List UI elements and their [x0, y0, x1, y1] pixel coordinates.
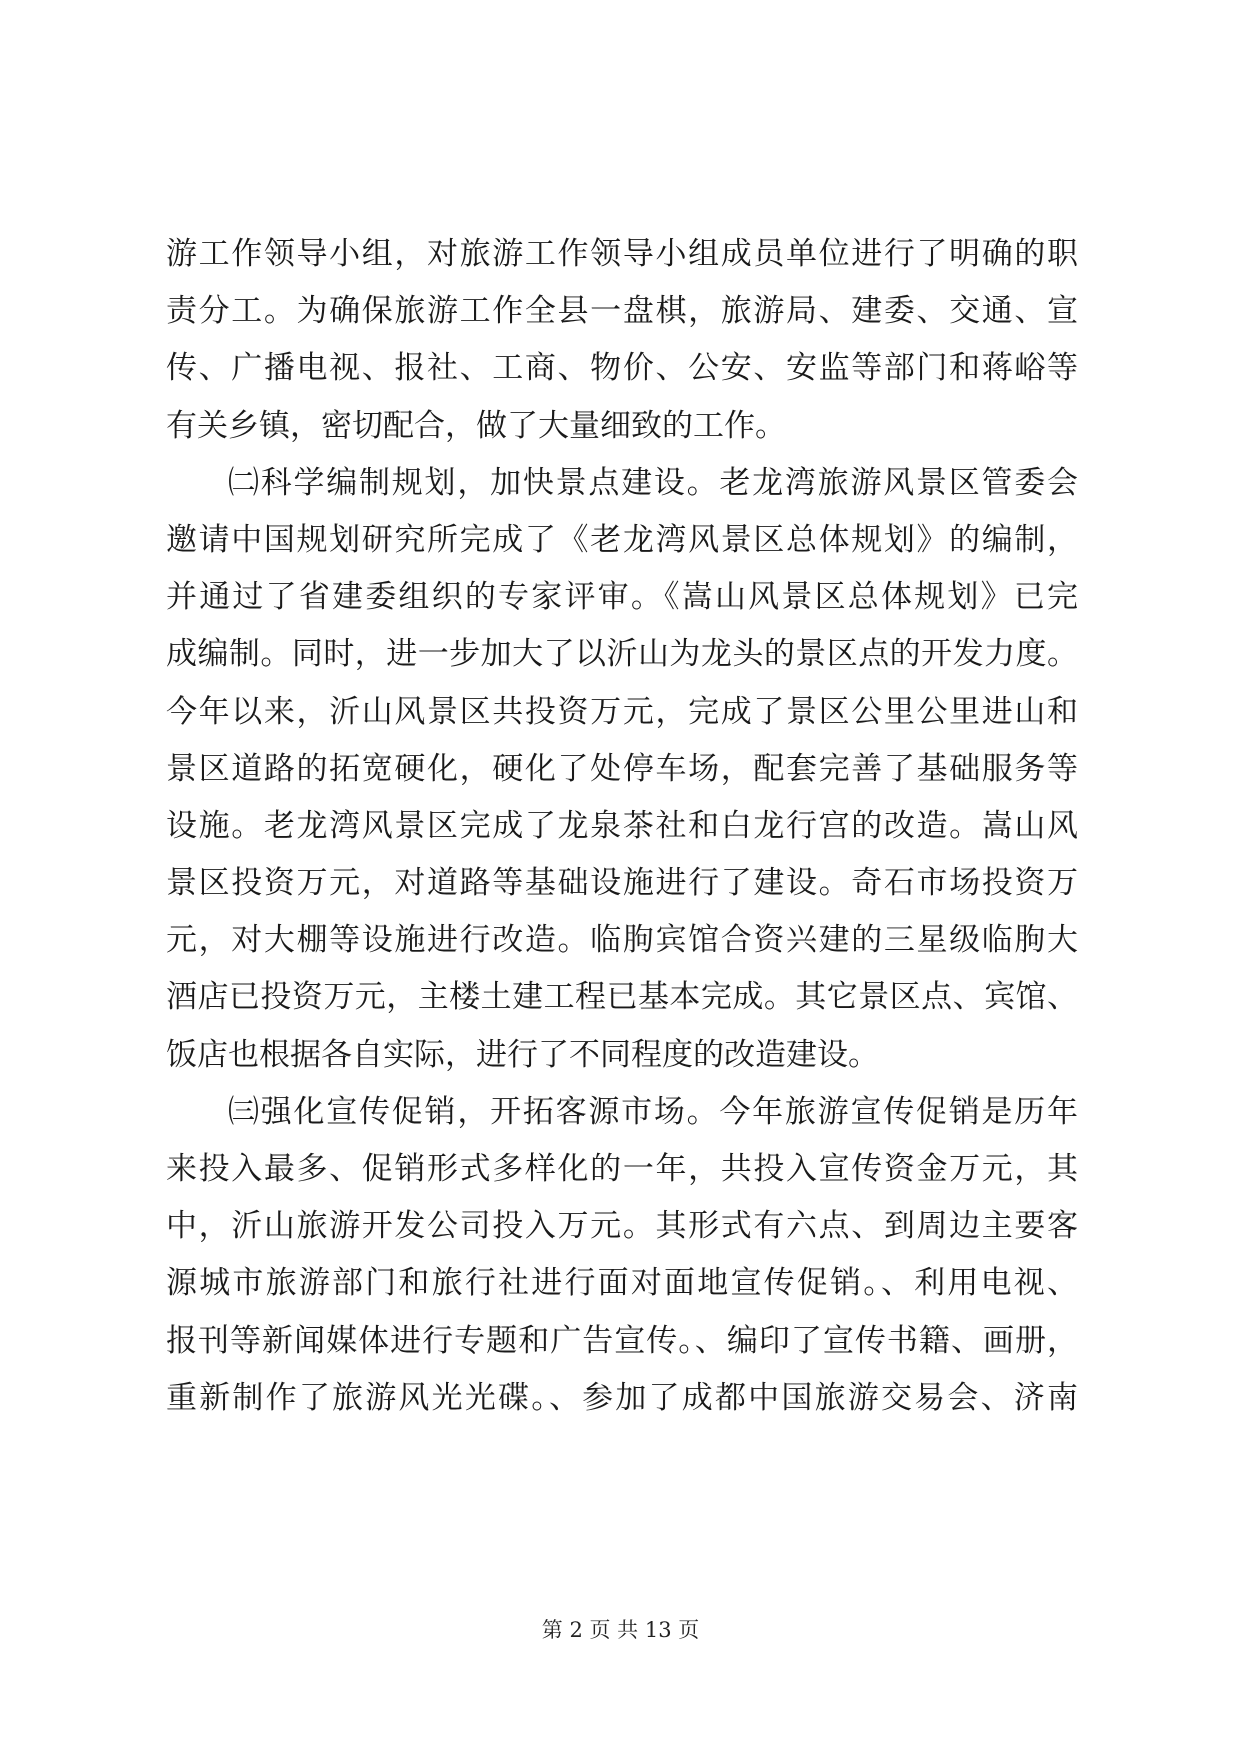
text-line: 元，对大棚等设施进行改造。临朐宾馆合资兴建的三星级临朐大	[166, 922, 1078, 959]
text-line: 景区道路的拓宽硬化，硬化了处停车场，配套完善了基础服务等	[166, 750, 1078, 787]
text-line: 责分工。为确保旅游工作全县一盘棋，旅游局、建委、交通、宣	[166, 293, 1078, 330]
text-line: ㈢强化宣传促销，开拓客源市场。今年旅游宣传促销是历年	[228, 1093, 1078, 1130]
text-line: 游工作领导小组，对旅游工作领导小组成员单位进行了明确的职	[166, 236, 1078, 272]
text-line: 重新制作了旅游风光光碟。、参加了成都中国旅游交易会、济南	[166, 1379, 1078, 1416]
text-line: 酒店已投资万元，主楼土建工程已基本完成。其它景区点、宾馆、	[166, 979, 1078, 1016]
text-line: 成编制。同时，进一步加大了以沂山为龙头的景区点的开发力度。	[166, 636, 1078, 673]
text-line: 邀请中国规划研究所完成了《老龙湾风景区总体规划》的编制，	[166, 521, 1078, 558]
text-line: 有关乡镇，密切配合，做了大量细致的工作。	[166, 407, 786, 444]
text-line: 景区投资万元，对道路等基础设施进行了建设。奇石市场投资万	[166, 865, 1078, 902]
text-line: 中，沂山旅游开发公司投入万元。其形式有六点、到周边主要客	[166, 1208, 1078, 1245]
page-number-footer: 第 2 页 共 13 页	[541, 1618, 700, 1642]
document-body	[166, 226, 1078, 1427]
text-line: ㈡科学编制规划，加快景点建设。老龙湾旅游风景区管委会	[228, 464, 1078, 501]
text-line: 源城市旅游部门和旅行社进行面对面地宣传促销。、利用电视、	[166, 1265, 1078, 1302]
text-line: 来投入最多、促销形式多样化的一年，共投入宣传资金万元，其	[166, 1151, 1078, 1187]
text-line: 并通过了省建委组织的专家评审。《嵩山风景区总体规划》已完	[166, 579, 1078, 616]
text-line: 今年以来，沂山风景区共投资万元，完成了景区公里公里进山和	[166, 693, 1078, 730]
text-line: 设施。老龙湾风景区完成了龙泉茶社和白龙行宫的改造。嵩山风	[166, 807, 1078, 844]
text-line: 饭店也根据各自实际，进行了不同程度的改造建设。	[166, 1036, 879, 1073]
text-line: 报刊等新闻媒体进行专题和广告宣传。、编印了宣传书籍、画册，	[166, 1322, 1078, 1359]
text-line: 传、广播电视、报社、工商、物价、公安、安监等部门和蒋峪等	[166, 350, 1078, 387]
